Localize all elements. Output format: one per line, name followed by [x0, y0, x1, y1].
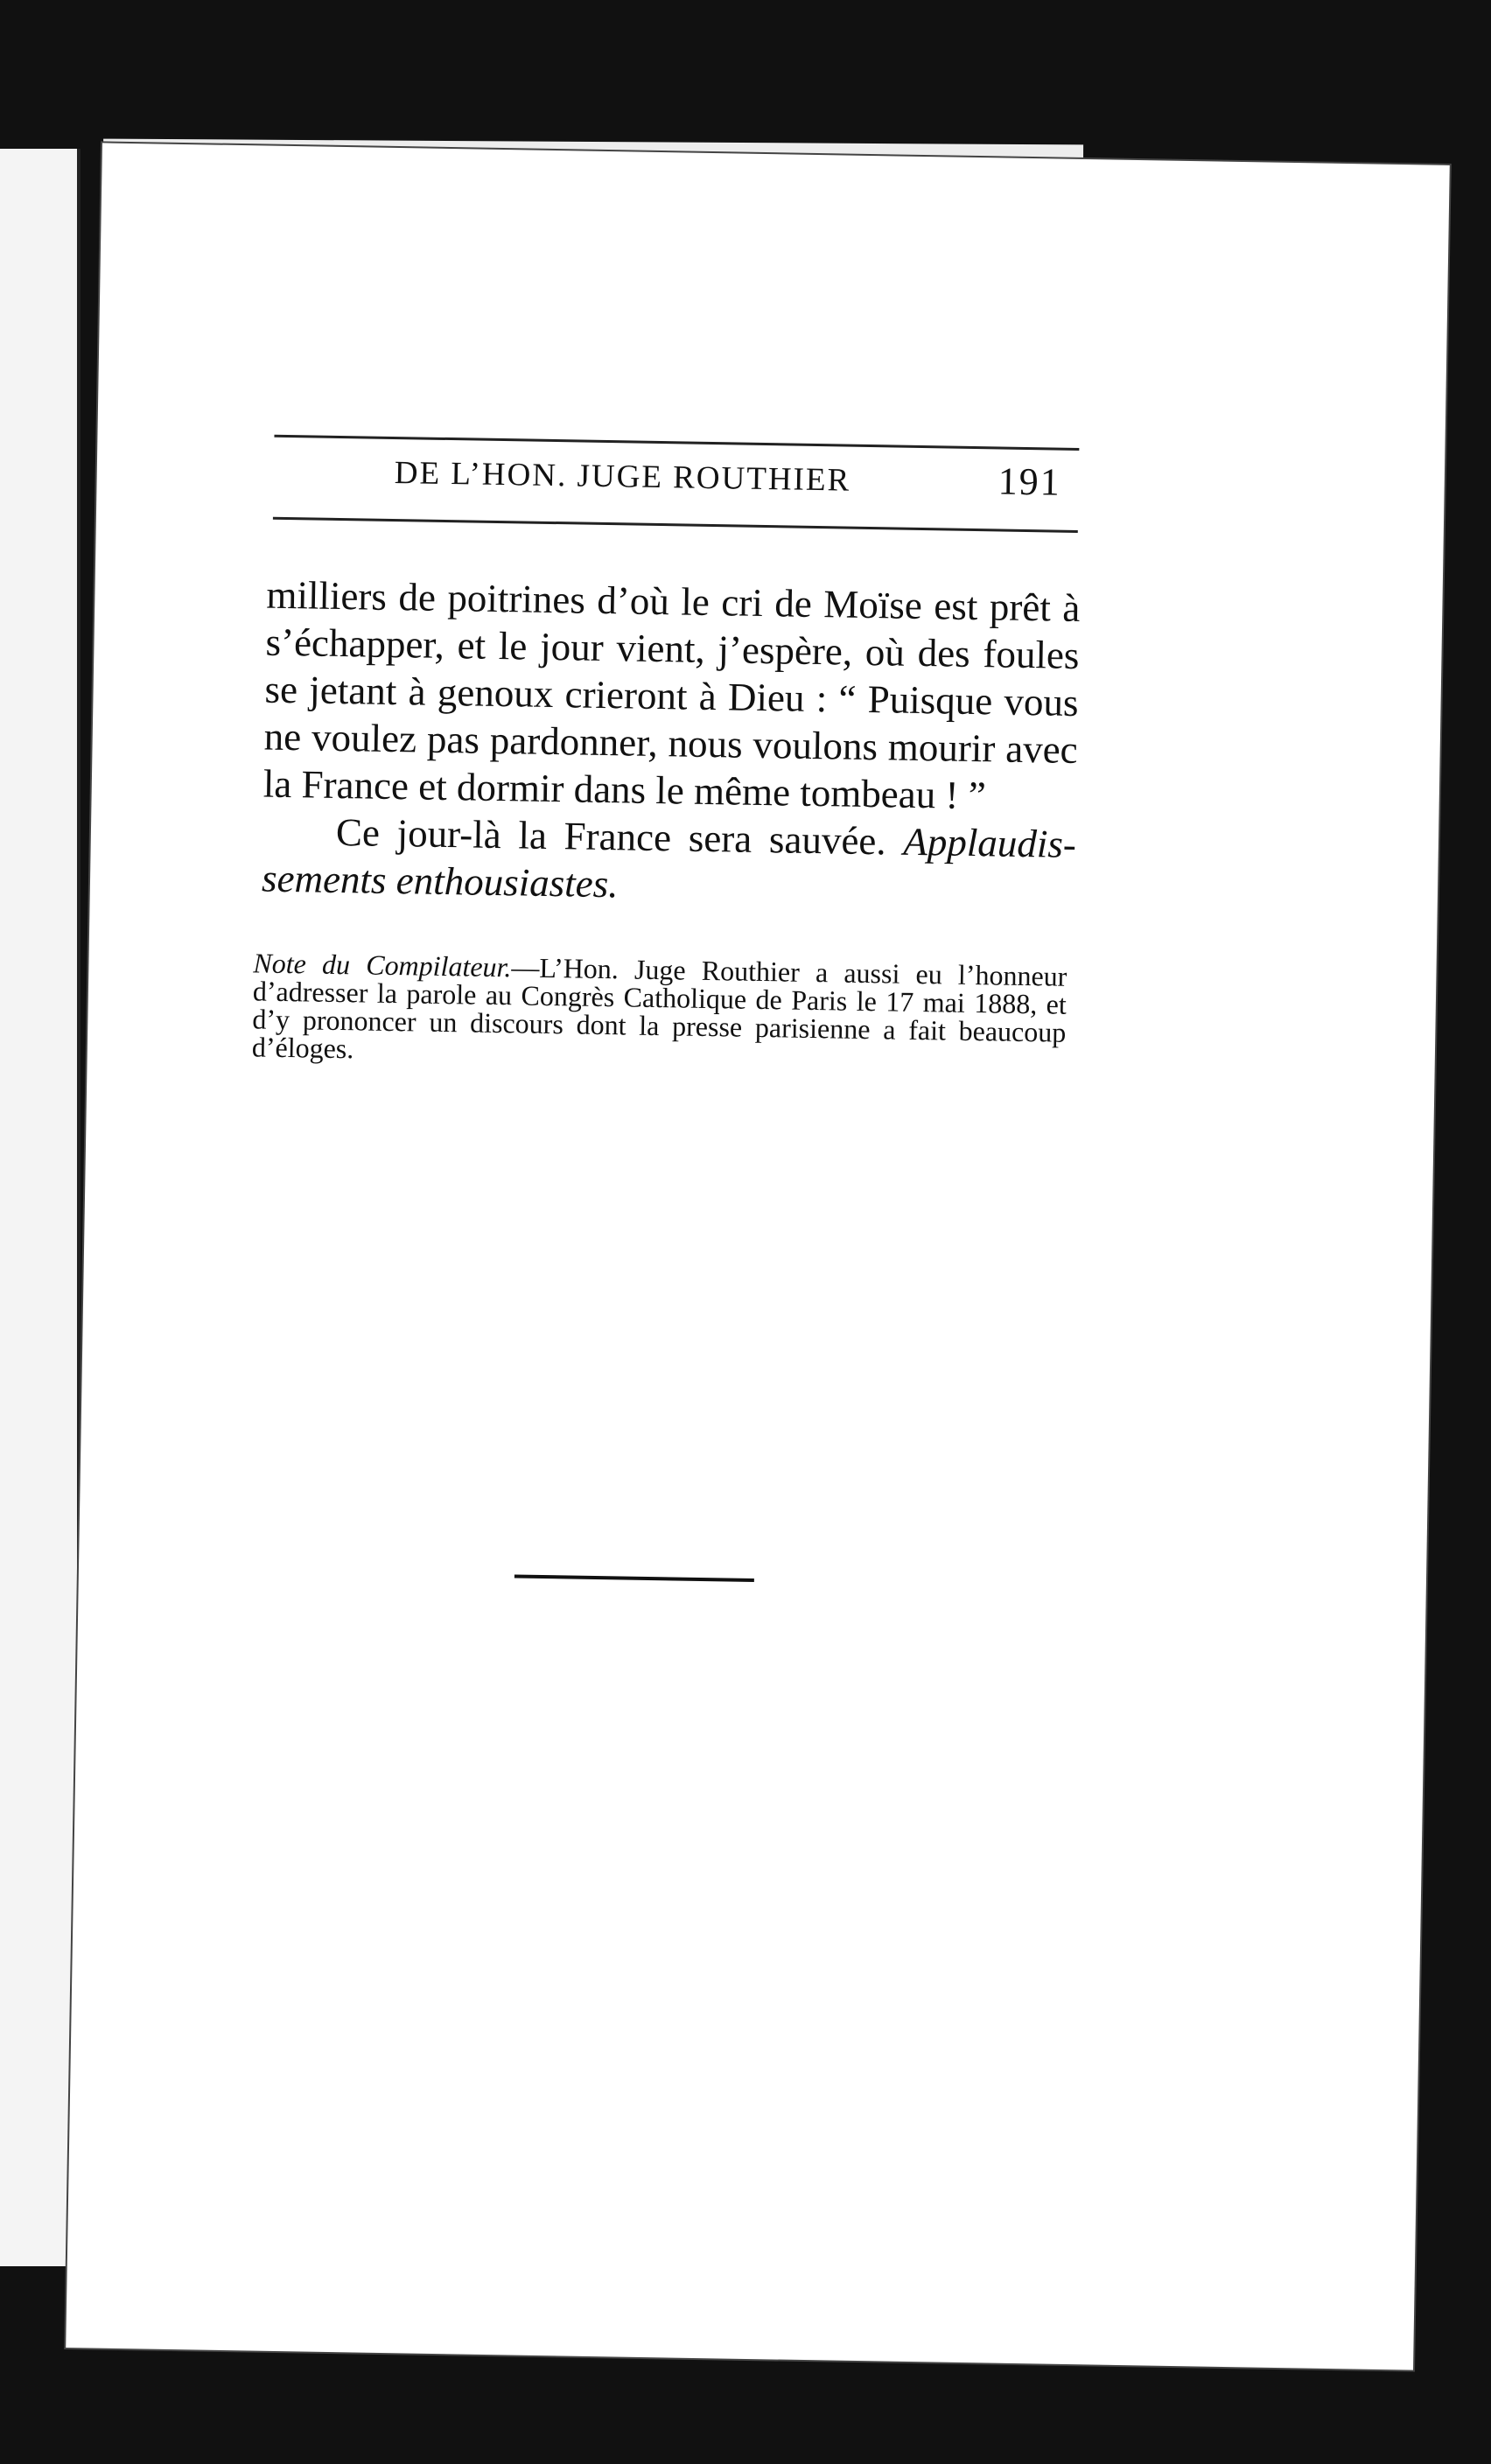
note-body: —L’Hon. Juge Routhier a aussi eu l’honneur d’adresser la parole au Congrès Catholique de Paris le 17 mai 1888, et d’y prononcer un discours dont la presse parisienne a fait beaucoup d’éloges. — [251, 951, 1068, 1065]
compiler-note — [252, 948, 1068, 1074]
header-bottom-rule — [273, 517, 1078, 533]
main-text — [262, 571, 1081, 915]
header-top-rule — [274, 435, 1079, 451]
document-page — [66, 143, 1450, 2370]
paragraph-2 — [262, 808, 1077, 915]
paragraph-2-italic: Applaudis-sements enthousiastes. — [261, 819, 1077, 906]
running-head: DE L’HON. JUGE ROUTHIER — [394, 454, 851, 499]
paragraph-1: milliers de poitrines d’où le cri de Moïse est prêt à s’échapper, et le jour vient, j’espère, où des foules se jetant à genoux crieront à Dieu : “ Puisque vous ne voulez pas pardonner, nous voulons mourir avec la France et dormir dans le même tombeau ! ” — [262, 572, 1081, 818]
end-rule — [514, 1574, 754, 1582]
note-title: Note du Compilateur. — [253, 947, 512, 984]
paragraph-2-text: Ce jour-là la France sera sauvée. — [335, 809, 887, 864]
page-number: 191 — [998, 459, 1062, 504]
left-page-edge — [0, 149, 80, 2266]
